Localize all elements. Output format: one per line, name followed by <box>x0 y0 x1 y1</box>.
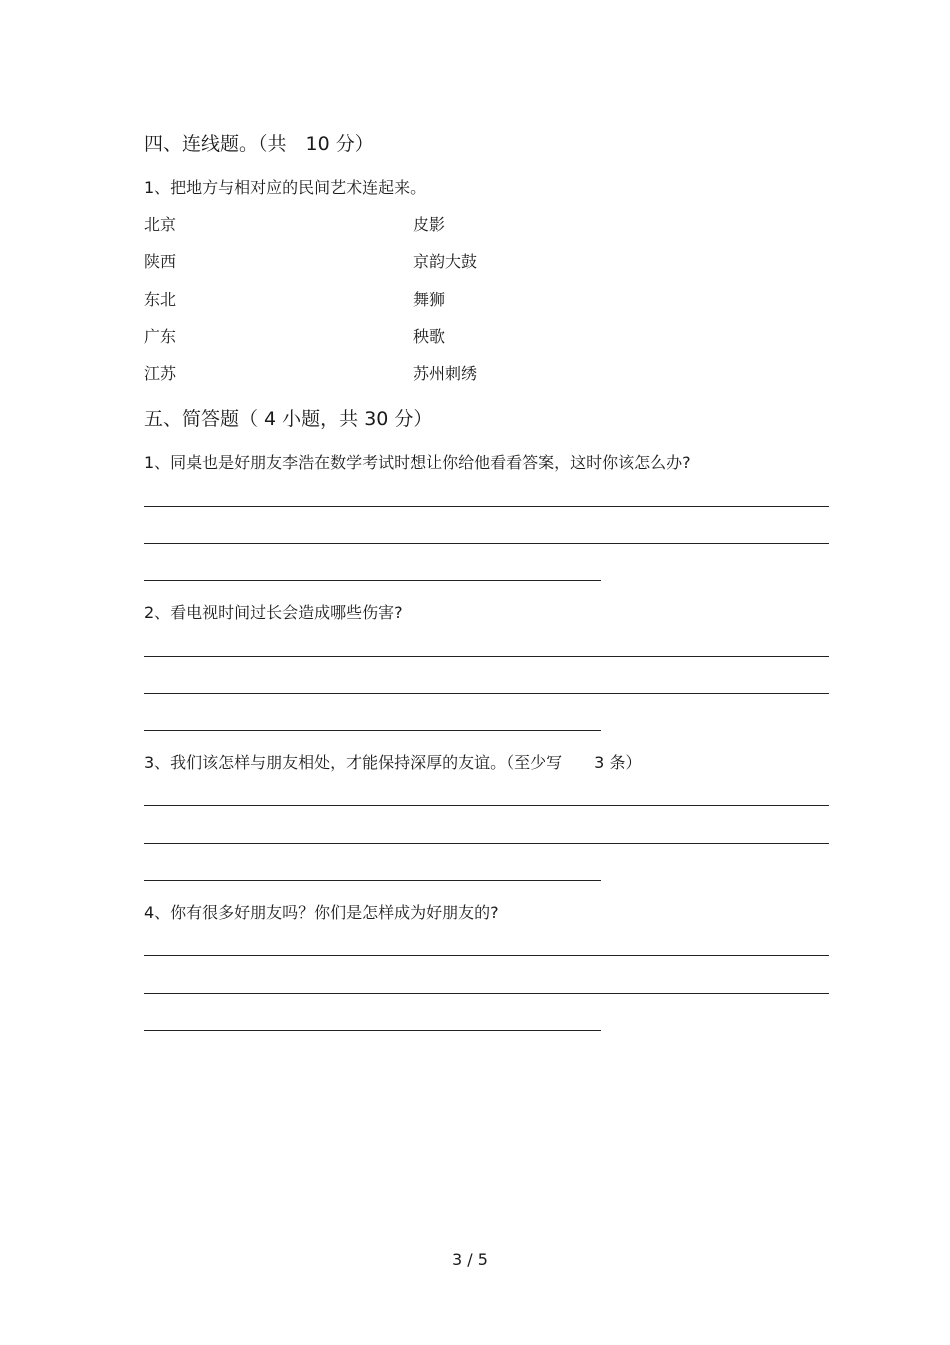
answer-line[interactable] <box>144 843 829 844</box>
answer-line[interactable] <box>144 506 829 507</box>
answer-line[interactable] <box>144 955 829 956</box>
short-answer-question: 3、我们该怎样与朋友相处，才能保持深厚的友谊。（至少写 3 条） <box>144 753 642 772</box>
answer-line[interactable] <box>144 805 829 806</box>
answer-line[interactable] <box>144 880 601 881</box>
place-item: 江苏 <box>144 364 177 383</box>
answer-line[interactable] <box>144 693 829 694</box>
art-item: 苏州刺绣 <box>413 364 478 383</box>
short-answer-question: 4、你有很多好朋友吗？你们是怎样成为好朋友的? <box>144 903 499 922</box>
answer-line[interactable] <box>144 730 601 731</box>
section-5-title: 五、简答题（ 4 小题，共 30 分） <box>144 408 433 430</box>
answer-line[interactable] <box>144 580 601 581</box>
place-item: 东北 <box>144 290 177 309</box>
art-item: 京韵大鼓 <box>413 252 478 271</box>
art-item: 秧歌 <box>413 327 446 346</box>
place-item: 广东 <box>144 327 177 346</box>
place-item: 北京 <box>144 215 177 234</box>
short-answer-question: 2、看电视时间过长会造成哪些伤害? <box>144 603 403 622</box>
answer-line[interactable] <box>144 656 829 657</box>
art-item: 皮影 <box>413 215 446 234</box>
page-number: 3 / 5 <box>452 1250 488 1269</box>
section-4-title: 四、连线题。（共 10 分） <box>144 133 374 155</box>
place-item: 陕西 <box>144 252 177 271</box>
art-item: 舞狮 <box>413 290 446 309</box>
short-answer-question: 1、同桌也是好朋友李浩在数学考试时想让你给他看看答案，这时你该怎么办? <box>144 453 691 472</box>
answer-line[interactable] <box>144 1030 601 1031</box>
answer-line[interactable] <box>144 993 829 994</box>
answer-line[interactable] <box>144 543 829 544</box>
matching-question: 1、把地方与相对应的民间艺术连起来。 <box>144 178 427 197</box>
